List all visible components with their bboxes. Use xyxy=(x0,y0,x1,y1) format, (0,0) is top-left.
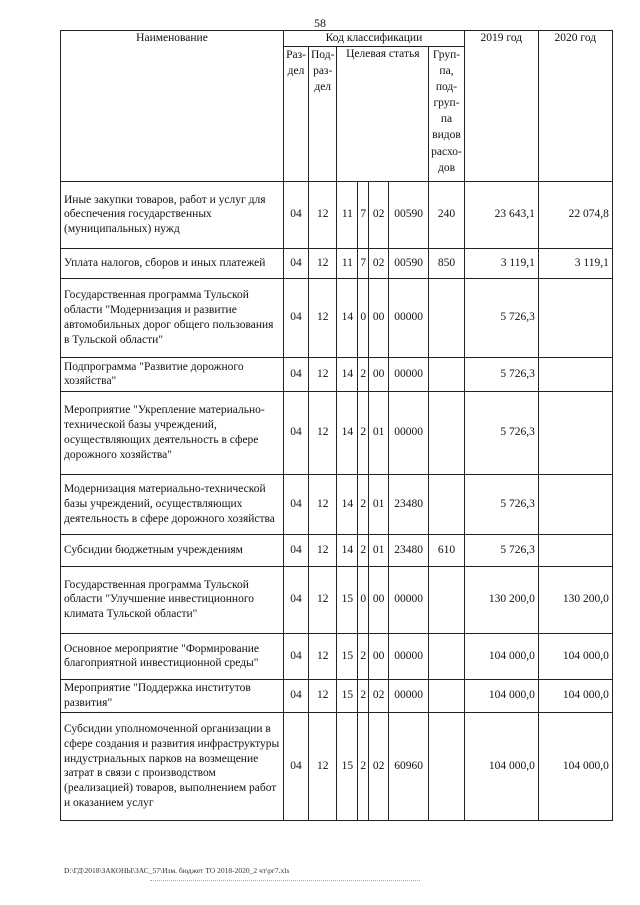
row-name: Субсидии бюджетным учреждениям xyxy=(61,534,284,566)
row-group xyxy=(429,566,465,633)
row-target-1: 14 xyxy=(337,534,358,566)
row-target-1: 11 xyxy=(337,181,358,248)
row-target-1: 15 xyxy=(337,712,358,820)
table-row xyxy=(61,679,613,712)
footer-path: D:\ГД\2018\ЗАКОНЫ\ЗАС_57\Изм. бюджет ТО 2018-2020_2 чт\рг7.xls xyxy=(64,866,290,875)
row-target-1: 15 xyxy=(337,566,358,633)
row-2020: 104 000,0 xyxy=(538,712,612,820)
row-target-3: 02 xyxy=(369,248,389,278)
row-target-4: 00000 xyxy=(389,278,429,357)
header-razdel: Раз-дел xyxy=(284,46,309,181)
row-2019: 104 000,0 xyxy=(464,679,538,712)
row-target-4: 00000 xyxy=(389,357,429,391)
row-target-3: 00 xyxy=(369,633,389,679)
row-target-4: 00000 xyxy=(389,679,429,712)
row-target-1: 15 xyxy=(337,679,358,712)
row-target-3: 01 xyxy=(369,534,389,566)
table-row xyxy=(61,712,613,820)
row-podrazdel: 12 xyxy=(309,566,337,633)
row-group xyxy=(429,391,465,474)
header-group: Груп-па, под-груп-па видов расхо-дов xyxy=(429,46,465,181)
row-razdel: 04 xyxy=(284,181,309,248)
row-2019: 5 726,3 xyxy=(464,278,538,357)
row-2019: 104 000,0 xyxy=(464,633,538,679)
row-target-1: 14 xyxy=(337,474,358,534)
row-2020 xyxy=(538,391,612,474)
row-target-4: 60960 xyxy=(389,712,429,820)
row-target-3: 00 xyxy=(369,357,389,391)
row-razdel: 04 xyxy=(284,633,309,679)
row-group xyxy=(429,474,465,534)
row-target-3: 00 xyxy=(369,566,389,633)
row-target-3: 00 xyxy=(369,278,389,357)
table-row xyxy=(61,278,613,357)
row-target-2: 2 xyxy=(358,712,369,820)
row-2019: 3 119,1 xyxy=(464,248,538,278)
row-2019: 5 726,3 xyxy=(464,534,538,566)
row-target-3: 01 xyxy=(369,391,389,474)
row-target-2: 7 xyxy=(358,248,369,278)
row-podrazdel: 12 xyxy=(309,679,337,712)
row-razdel: 04 xyxy=(284,534,309,566)
row-target-4: 00590 xyxy=(389,181,429,248)
row-group: 610 xyxy=(429,534,465,566)
table-row xyxy=(61,181,613,248)
row-2020 xyxy=(538,357,612,391)
table-row xyxy=(61,474,613,534)
row-target-4: 00000 xyxy=(389,566,429,633)
row-target-2: 2 xyxy=(358,357,369,391)
row-2020: 3 119,1 xyxy=(538,248,612,278)
row-razdel: 04 xyxy=(284,391,309,474)
row-2019: 104 000,0 xyxy=(464,712,538,820)
row-razdel: 04 xyxy=(284,566,309,633)
row-target-2: 2 xyxy=(358,391,369,474)
row-podrazdel: 12 xyxy=(309,474,337,534)
row-podrazdel: 12 xyxy=(309,248,337,278)
row-2020: 104 000,0 xyxy=(538,679,612,712)
row-razdel: 04 xyxy=(284,712,309,820)
header-code: Код классификации xyxy=(284,31,465,47)
row-target-2: 0 xyxy=(358,278,369,357)
row-target-1: 14 xyxy=(337,391,358,474)
row-group xyxy=(429,679,465,712)
row-razdel: 04 xyxy=(284,357,309,391)
row-2019: 23 643,1 xyxy=(464,181,538,248)
table-row xyxy=(61,534,613,566)
row-2019: 5 726,3 xyxy=(464,474,538,534)
row-podrazdel: 12 xyxy=(309,181,337,248)
table-row xyxy=(61,391,613,474)
row-target-4: 00590 xyxy=(389,248,429,278)
row-target-4: 00000 xyxy=(389,391,429,474)
header-target: Целевая статья xyxy=(337,46,429,181)
row-2019: 130 200,0 xyxy=(464,566,538,633)
row-group xyxy=(429,633,465,679)
row-target-2: 2 xyxy=(358,633,369,679)
row-podrazdel: 12 xyxy=(309,391,337,474)
row-target-2: 2 xyxy=(358,534,369,566)
row-name: Основное мероприятие "Формирование благоприятной инвестиционной среды" xyxy=(61,633,284,679)
footer-rule xyxy=(150,880,420,881)
table-row xyxy=(61,248,613,278)
row-2020: 104 000,0 xyxy=(538,633,612,679)
row-target-2: 2 xyxy=(358,474,369,534)
budget-table xyxy=(60,30,613,821)
row-target-4: 23480 xyxy=(389,474,429,534)
row-target-3: 02 xyxy=(369,181,389,248)
header-podrazdel: Под-раз-дел xyxy=(309,46,337,181)
header-2020: 2020 год xyxy=(538,31,612,182)
row-target-1: 14 xyxy=(337,357,358,391)
row-razdel: 04 xyxy=(284,248,309,278)
page-number: 58 xyxy=(314,16,326,30)
row-2020 xyxy=(538,474,612,534)
row-2020 xyxy=(538,278,612,357)
row-name: Государственная программа Тульской области "Улучшение инвестиционного климата Тульской области" xyxy=(61,566,284,633)
row-name: Мероприятие "Поддержка институтов развития" xyxy=(61,679,284,712)
row-podrazdel: 12 xyxy=(309,633,337,679)
row-group xyxy=(429,712,465,820)
row-2020: 130 200,0 xyxy=(538,566,612,633)
row-group xyxy=(429,278,465,357)
row-2020 xyxy=(538,534,612,566)
row-target-1: 11 xyxy=(337,248,358,278)
row-target-1: 14 xyxy=(337,278,358,357)
row-target-3: 02 xyxy=(369,679,389,712)
row-razdel: 04 xyxy=(284,474,309,534)
row-target-4: 23480 xyxy=(389,534,429,566)
row-podrazdel: 12 xyxy=(309,712,337,820)
row-name: Государственная программа Тульской области "Модернизация и развитие автомобильных дорог общего пользования в Тульской области" xyxy=(61,278,284,357)
row-podrazdel: 12 xyxy=(309,357,337,391)
row-name: Мероприятие "Укрепление материально-технической базы учреждений, осуществляющих деятельность в сфере дорожного хозяйства" xyxy=(61,391,284,474)
row-target-2: 2 xyxy=(358,679,369,712)
row-2020: 22 074,8 xyxy=(538,181,612,248)
row-podrazdel: 12 xyxy=(309,278,337,357)
row-target-3: 01 xyxy=(369,474,389,534)
row-target-3: 02 xyxy=(369,712,389,820)
header-name: Наименование xyxy=(61,31,284,182)
row-group xyxy=(429,357,465,391)
row-group: 850 xyxy=(429,248,465,278)
row-target-1: 15 xyxy=(337,633,358,679)
row-razdel: 04 xyxy=(284,679,309,712)
row-2019: 5 726,3 xyxy=(464,357,538,391)
table-row xyxy=(61,357,613,391)
row-target-2: 7 xyxy=(358,181,369,248)
table-body xyxy=(61,181,613,820)
row-target-4: 00000 xyxy=(389,633,429,679)
row-group: 240 xyxy=(429,181,465,248)
table-row xyxy=(61,633,613,679)
row-razdel: 04 xyxy=(284,278,309,357)
table-row xyxy=(61,566,613,633)
row-name: Уплата налогов, сборов и иных платежей xyxy=(61,248,284,278)
row-podrazdel: 12 xyxy=(309,534,337,566)
row-name: Подпрограмма "Развитие дорожного хозяйства" xyxy=(61,357,284,391)
row-name: Субсидии уполномоченной организации в сфере создания и развития инфраструктуры индустриальных парков на возмещение затрат в связи с производством (реализацией) товаров, выполнением работ и оказанием услуг xyxy=(61,712,284,820)
row-target-2: 0 xyxy=(358,566,369,633)
row-name: Иные закупки товаров, работ и услуг для обеспечения государственных (муниципальных) нужд xyxy=(61,181,284,248)
header-2019: 2019 год xyxy=(464,31,538,182)
row-name: Модернизация материально-технической базы учреждений, осуществляющих деятельность в сфере дорожного хозяйства xyxy=(61,474,284,534)
row-2019: 5 726,3 xyxy=(464,391,538,474)
